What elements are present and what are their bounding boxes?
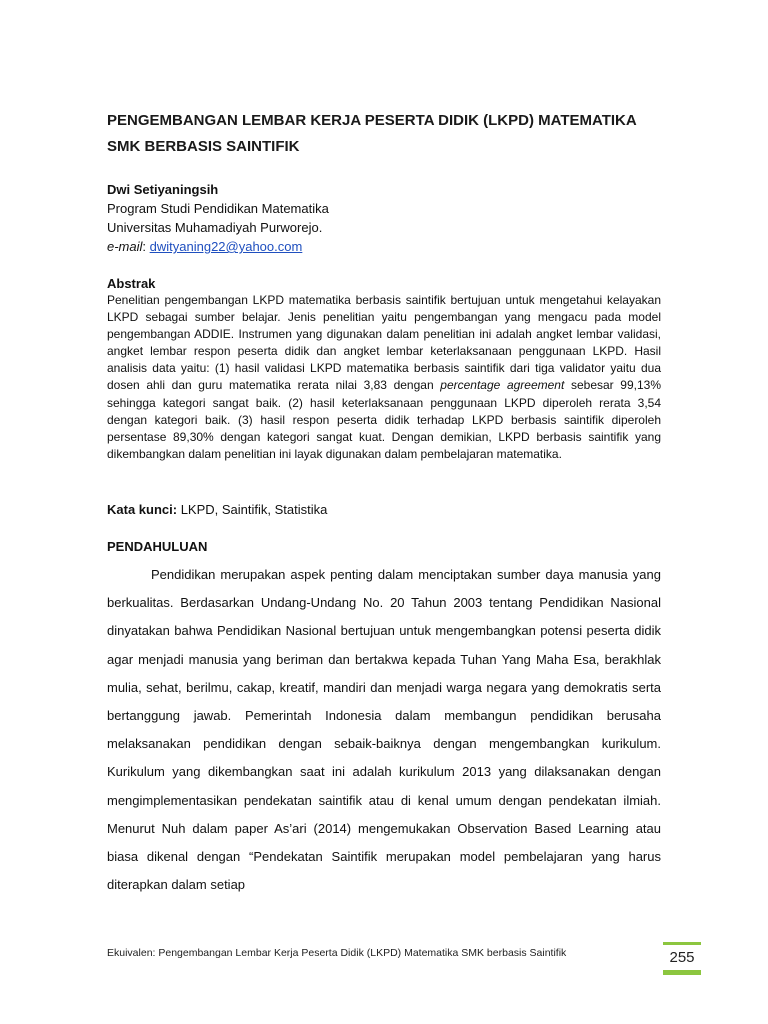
keywords-values: LKPD, Saintifik, Statistika [177,502,328,517]
email-link[interactable]: dwityaning22@yahoo.com [149,239,303,254]
page-number-bottom-bar [663,970,701,975]
author-name: Dwi Setiyaningsih [107,182,219,197]
keywords-label: Kata kunci: [107,502,178,517]
introduction-paragraph: Pendidikan merupakan aspek penting dalam menciptakan sumber daya manusia yang berkualitas. Berdasarkan Undang-Undang No. 20 Tahun 2003 tentang Pendidikan Nasional dinyatakan bahwa Pendidikan Nasional bertujuan untuk mengembangkan potensi peserta didik agar menjadi manusia yang beriman dan bertakwa kepada Tuhan Yang Maha Esa, berakhlak mulia, sehat, berilmu, cakap, kreatif, mandiri dan menjadi warga negara yang demokratis serta bertanggung jawab. Pemerintah Indonesia dalam membangun pendidikan berusaha melaksanakan pendidikan dengan sebaik-baiknya dengan mengembangkan kurikulum. Kurikulum yang dikembangkan saat ini adalah kurikulum 2013 yang dilaksanakan dengan mengimplementasikan pendekatan saintifik atau di kenal umum dengan pendekatan ilmiah. Menurut Nuh dalam paper As’ari (2014) mengemukakan Observation Based Learning atau biasa dikenal dengan “Pendekatan Saintifik merupakan model pembelajaran yang harus diterapkan dalam setiap [107,567,661,893]
introduction-body [107,561,661,899]
introduction-heading: PENDAHULUAN [107,539,208,554]
abstract-italic-term: percentage agreement [440,378,565,393]
author-university: Universitas Muhamadiyah Purworejo. [107,220,323,235]
page-number: 255 [669,949,695,966]
author-block [107,180,667,256]
paper-title: PENGEMBANGAN LEMBAR KERJA PESERTA DIDIK (LKPD) MATEMATIKA SMK BERBASIS SAINTIFIK [107,112,637,155]
abstract-text [107,292,661,463]
email-label: e-mail [107,239,143,254]
author-program: Program Studi Pendidikan Matematika [107,201,329,216]
abstract-text-part-1: Penelitian pengembangan LKPD matematika berbasis saintifik bertujuan untuk mengetahui kelayakan LKPD sebagai sumber belajar. Jenis penelitian yaitu pengembangan yang mengacu pada model pengembangan ADDIE. Instrumen yang digunakan dalam penelitian ini adalah angket lembar validasi, angket lembar respon peserta didik dan angket lembar keterlaksanaan penggunaan LKPD. Hasil analisis data yaitu: (1) hasil validasi LKPD matematika berbasis saintifik dari tiga validator yaitu dua dosen ahli dan guru matematika rerata nilai 3,83 dengan [107,293,661,393]
page-number-top-bar [663,942,701,945]
keywords-line [107,501,661,519]
abstract-text-part-2: sebesar 99,13% sehingga kategori sangat baik. (2) hasil keterlaksanaan penggunaan LKPD diperoleh rerata 3,54 dengan kategori baik. (3) hasil respon peserta didik terhadap LKPD berbasis saintifik diperoleh persentase 89,30% dengan kategori sangat kuat. Dengan demikian, LKPD berbasis saintifik yang dikembangkan dalam penelitian ini layak digunakan dalam pembelajaran matematika. [107,378,661,461]
abstract-heading: Abstrak [107,276,156,291]
page-number-box [663,942,701,974]
footer-running-title: Ekuivalen: Pengembangan Lembar Kerja Peserta Didik (LKPD) Matematika SMK berbasis Saintifik [107,947,567,959]
email-separator: : [142,239,150,254]
author-email-line [107,237,667,256]
